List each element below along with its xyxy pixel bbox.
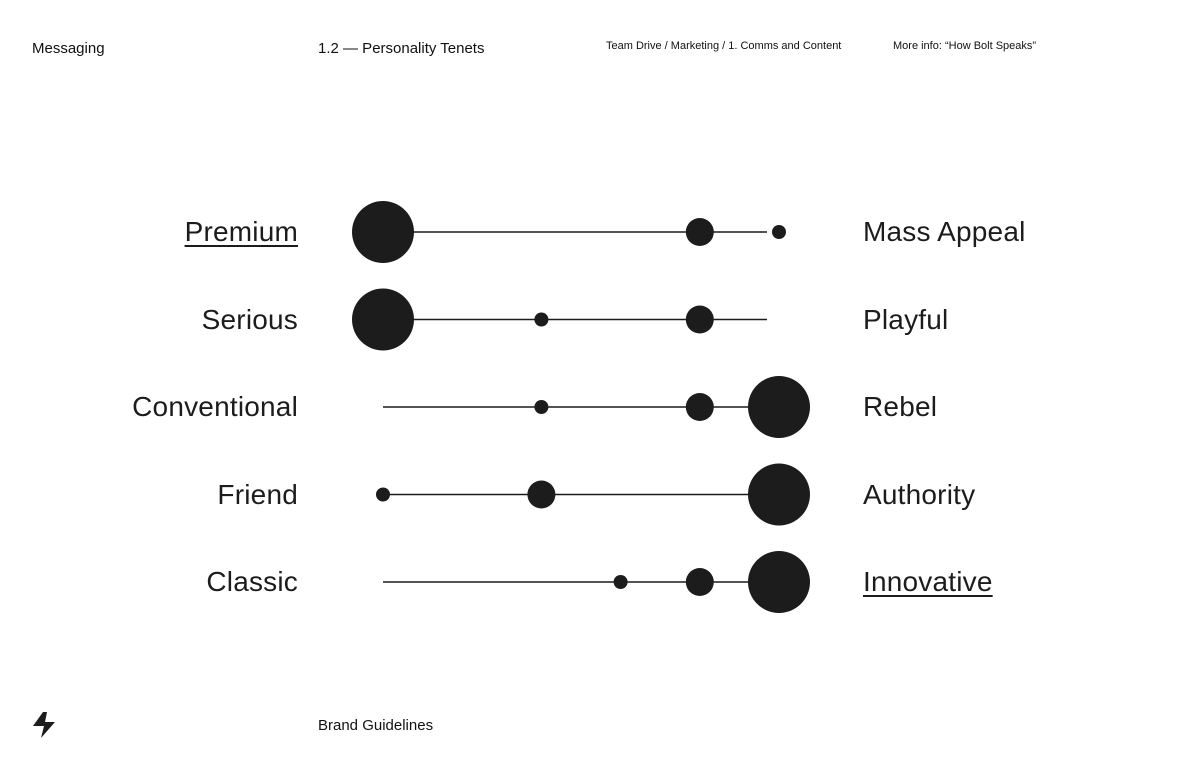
more-info-link[interactable]: More info: “How Bolt Speaks” [893, 40, 1037, 52]
tenet-marker-large [748, 551, 810, 613]
page-title: 1.2 — Personality Tenets [318, 40, 485, 57]
tenet-right-label: Innovative [863, 566, 993, 597]
tenet-marker-large [352, 289, 414, 351]
tenet-marker-small [772, 225, 786, 239]
tenet-marker-small [614, 575, 628, 589]
tenet-right-label: Playful [863, 303, 949, 335]
footer-label: Brand Guidelines [318, 717, 434, 734]
tenet-marker-large [748, 376, 810, 438]
bolt-logo-icon [32, 712, 56, 738]
tenet-left-label: Friend [217, 478, 298, 510]
tenet-marker-medium [686, 393, 714, 421]
tenet-right-label: Authority [863, 478, 976, 510]
tenet-left-label: Serious [201, 303, 298, 335]
tenet-marker-medium [686, 568, 714, 596]
tenet-marker-medium [686, 218, 714, 246]
tenet-marker-medium [686, 306, 714, 334]
tenet-marker-large [352, 201, 414, 263]
tenet-marker-medium [527, 481, 555, 509]
tenet-marker-small [376, 488, 390, 502]
tenet-left-label: Classic [206, 566, 298, 597]
breadcrumb: Team Drive / Marketing / 1. Comms and Content [606, 40, 842, 52]
tenet-marker-large [748, 464, 810, 526]
tenet-right-label: Mass Appeal [863, 216, 1026, 247]
tenet-left-label: Premium [184, 216, 298, 247]
tenet-marker-small [534, 400, 548, 414]
tenet-marker-small [534, 313, 548, 327]
tenet-left-label: Conventional [132, 391, 298, 422]
section-label: Messaging [32, 40, 105, 57]
tenet-right-label: Rebel [863, 391, 938, 422]
